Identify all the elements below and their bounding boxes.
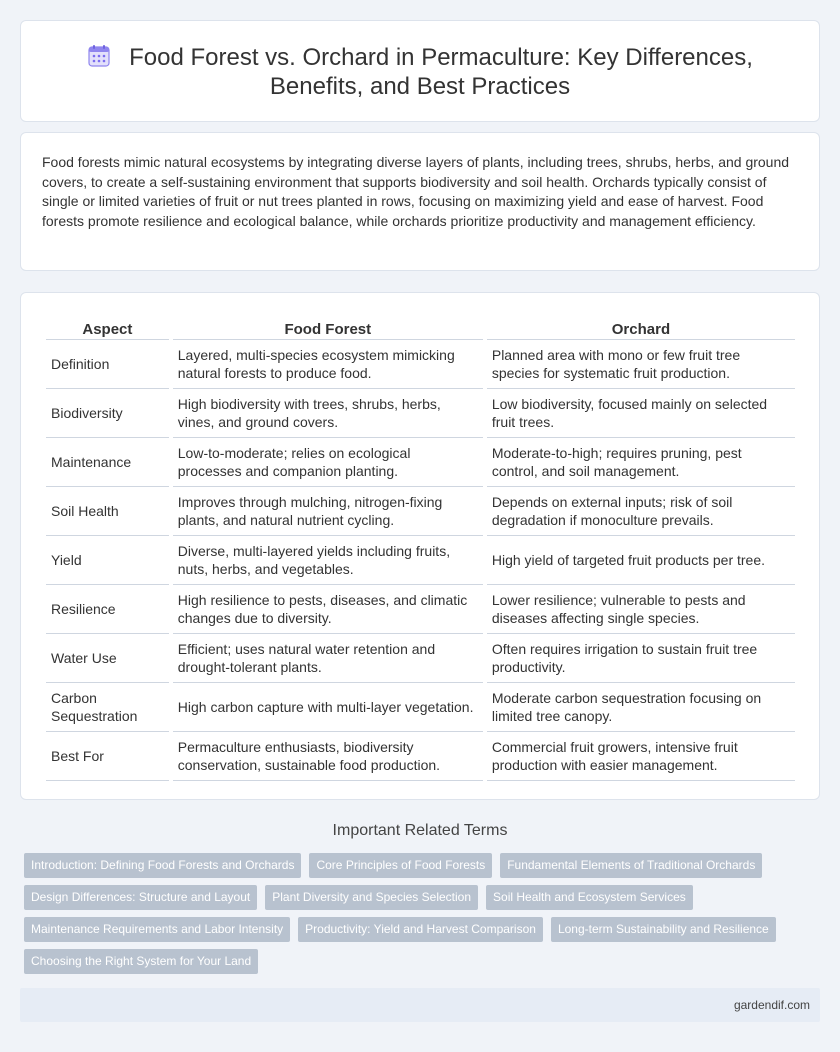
related-term-tag[interactable]: Core Principles of Food Forests xyxy=(309,853,492,878)
cell-aspect: Yield xyxy=(46,536,169,585)
table-row xyxy=(46,340,795,389)
header-orchard: Orchard xyxy=(487,317,795,340)
footer-bar xyxy=(20,988,820,1022)
comparison-table-card xyxy=(20,292,820,800)
cell-food-forest: High resilience to pests, diseases, and climatic changes due to diversity. xyxy=(173,585,483,634)
related-term-tag[interactable]: Productivity: Yield and Harvest Comparison xyxy=(298,917,543,942)
cell-aspect: Resilience xyxy=(46,585,169,634)
cell-orchard: Often requires irrigation to sustain fruit tree productivity. xyxy=(487,634,795,683)
table-row xyxy=(46,389,795,438)
title-line-1: Food Forest vs. Orchard in Permaculture: Key Differences, xyxy=(129,44,753,71)
header-aspect: Aspect xyxy=(46,317,169,340)
cell-aspect: Maintenance xyxy=(46,438,169,487)
cell-aspect: Soil Health xyxy=(46,487,169,536)
table-row xyxy=(46,536,795,585)
related-term-tag[interactable]: Choosing the Right System for Your Land xyxy=(24,949,258,974)
cell-orchard: Commercial fruit growers, intensive fruit production with easier management. xyxy=(487,732,795,781)
footer-site-name[interactable]: gardendif.com xyxy=(733,998,810,1012)
cell-orchard: Planned area with mono or few fruit tree species for systematic fruit production. xyxy=(487,340,795,389)
header-food-forest: Food Forest xyxy=(173,317,483,340)
intro-paragraph: Food forests mimic natural ecosystems by integrating diverse layers of plants, including trees, shrubs, herbs, and ground covers, to create a self-sustaining environment that supports biodiversity and soil health. Orchards typically consist of single or limited varieties of fruit or nut trees planted in rows, focusing on maximizing yield and ease of harvest. Food forests promote resilience and ecological balance, while orchards prioritize productivity and management efficiency. xyxy=(42,154,790,229)
cell-food-forest: High biodiversity with trees, shrubs, herbs, vines, and ground covers. xyxy=(173,389,483,438)
intro-card xyxy=(20,132,820,271)
cell-food-forest: Layered, multi-species ecosystem mimicking natural forests to produce food. xyxy=(173,340,483,389)
table-row xyxy=(46,438,795,487)
table-row xyxy=(46,585,795,634)
comparison-table xyxy=(42,317,799,781)
table-row xyxy=(46,634,795,683)
cell-orchard: Low biodiversity, focused mainly on selected fruit trees. xyxy=(487,389,795,438)
related-terms-list xyxy=(24,853,816,981)
related-term-tag[interactable]: Introduction: Defining Food Forests and Orchards xyxy=(24,853,301,878)
related-term-tag[interactable]: Soil Health and Ecosystem Services xyxy=(486,885,693,910)
calendar-grid-icon xyxy=(87,44,111,68)
cell-orchard: Moderate carbon sequestration focusing on limited tree canopy. xyxy=(487,683,795,732)
page-title xyxy=(21,43,819,101)
cell-orchard: High yield of targeted fruit products per tree. xyxy=(487,536,795,585)
related-term-tag[interactable]: Maintenance Requirements and Labor Intensity xyxy=(24,917,290,942)
cell-food-forest: Low-to-moderate; relies on ecological processes and companion planting. xyxy=(173,438,483,487)
cell-food-forest: Diverse, multi-layered yields including fruits, nuts, herbs, and vegetables. xyxy=(173,536,483,585)
cell-orchard: Moderate-to-high; requires pruning, pest control, and soil management. xyxy=(487,438,795,487)
cell-aspect: Carbon Sequestration xyxy=(46,683,169,732)
cell-aspect: Biodiversity xyxy=(46,389,169,438)
related-term-tag[interactable]: Plant Diversity and Species Selection xyxy=(265,885,478,910)
cell-aspect: Best For xyxy=(46,732,169,781)
title-card xyxy=(20,20,820,122)
table-header-row xyxy=(46,317,795,340)
table-row xyxy=(46,487,795,536)
cell-food-forest: High carbon capture with multi-layer vegetation. xyxy=(173,683,483,732)
cell-food-forest: Improves through mulching, nitrogen-fixing plants, and natural nutrient cycling. xyxy=(173,487,483,536)
table-row xyxy=(46,683,795,732)
title-line-2: Benefits, and Best Practices xyxy=(269,73,571,100)
cell-food-forest: Efficient; uses natural water retention and drought-tolerant plants. xyxy=(173,634,483,683)
related-terms-heading: Important Related Terms xyxy=(332,822,508,839)
table-row xyxy=(46,732,795,781)
cell-orchard: Depends on external inputs; risk of soil degradation if monoculture prevails. xyxy=(487,487,795,536)
cell-food-forest: Permaculture enthusiasts, biodiversity conservation, sustainable food production. xyxy=(173,732,483,781)
related-term-tag[interactable]: Long-term Sustainability and Resilience xyxy=(551,917,776,942)
cell-orchard: Lower resilience; vulnerable to pests and diseases affecting single species. xyxy=(487,585,795,634)
cell-aspect: Water Use xyxy=(46,634,169,683)
related-term-tag[interactable]: Design Differences: Structure and Layout xyxy=(24,885,257,910)
cell-aspect: Definition xyxy=(46,340,169,389)
related-term-tag[interactable]: Fundamental Elements of Traditional Orchards xyxy=(500,853,762,878)
